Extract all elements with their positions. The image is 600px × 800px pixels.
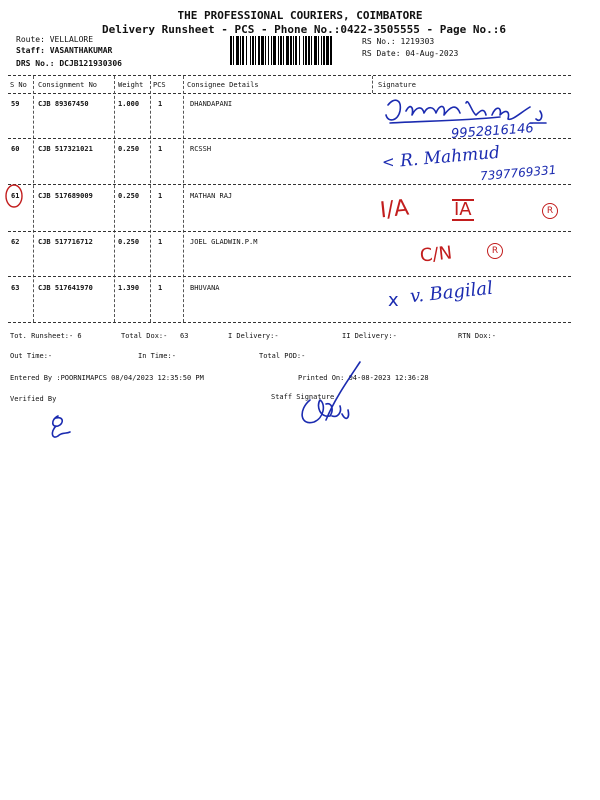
row-consignment: CJB 517641970 xyxy=(38,284,93,292)
rs-number: RS No.: 1219303 xyxy=(362,37,435,46)
rtn-dox: RTN Dox:- xyxy=(458,332,496,340)
column-divider xyxy=(150,76,151,322)
row-consignment: CJB 517689009 xyxy=(38,192,93,200)
row-consignment: CJB 517321021 xyxy=(38,145,93,153)
row-weight: 1.390 xyxy=(118,284,140,292)
row-sno: 63 xyxy=(11,284,20,292)
row-sno: 59 xyxy=(11,100,20,108)
rs-date: RS Date: 04-Aug-2023 xyxy=(362,49,459,58)
row-pcs: 1 xyxy=(158,284,163,292)
table-top-rule xyxy=(8,75,571,76)
col-signature: Signature xyxy=(378,81,416,89)
signature-phone-59: 9952816146 xyxy=(450,121,535,142)
printed-on: Printed On: 04-08-2023 12:36:28 xyxy=(298,374,429,382)
row-pcs: 1 xyxy=(158,100,163,108)
column-divider xyxy=(183,76,184,322)
row-sno: 60 xyxy=(11,145,20,153)
signature-ia-61: I/A xyxy=(378,195,411,224)
barcode xyxy=(230,36,333,65)
out-time: Out Time:- xyxy=(10,352,53,360)
row-consignee: RCSSH xyxy=(190,145,212,153)
row-rule xyxy=(8,276,571,277)
sig-column-divider xyxy=(372,76,373,93)
signature-mark-63: x xyxy=(388,290,399,311)
col-pcs: PCS xyxy=(153,81,166,89)
row-rule xyxy=(8,138,571,139)
total-dox: Total Dox:- 63 xyxy=(121,332,189,340)
staff-signature xyxy=(290,360,380,430)
row-pcs: 1 xyxy=(158,192,163,200)
table-bottom-rule xyxy=(8,322,571,323)
row-rule xyxy=(8,184,571,185)
signature-circled-r-61: R xyxy=(542,203,558,219)
verifier-signature xyxy=(44,412,74,442)
total-pod: Total POD:- xyxy=(259,352,306,360)
col-sno: S No xyxy=(10,81,27,89)
row-sno: 61 xyxy=(11,192,20,200)
in-time: In Time:- xyxy=(138,352,176,360)
barcode-bar xyxy=(332,36,333,65)
col-consignment: Consignment No xyxy=(38,81,98,89)
col-consignee: Consignee Details xyxy=(187,81,259,89)
row-weight: 0.250 xyxy=(118,192,140,200)
column-divider xyxy=(114,76,115,322)
row-consignee: BHUVANA xyxy=(190,284,220,292)
row-consignee: JOEL GLADWIN.P.M xyxy=(190,238,258,246)
drs-number: DRS No.: DCJB121930306 xyxy=(16,59,122,68)
signature-cn-62: C/N xyxy=(418,242,454,267)
signature-name-63: v. Bagilal xyxy=(409,277,494,308)
row-weight: 1.000 xyxy=(118,100,140,108)
row-rule xyxy=(8,231,571,232)
row-pcs: 1 xyxy=(158,238,163,246)
ii-delivery: II Delivery:- xyxy=(342,332,397,340)
staff-signature-label: Staff Signature xyxy=(271,393,335,401)
signature-phone-60: 7397769331 xyxy=(479,162,557,184)
entered-by: Entered By :POORNIMAPCS 08/04/2023 12:35:50 PM xyxy=(10,374,204,382)
total-runsheet: Tot. Runsheet:- 6 xyxy=(10,332,82,340)
signature-mark-60: < xyxy=(382,153,395,171)
runsheet-subtitle: Delivery Runsheet - PCS - Phone No.:0422-3505555 - Page No.:6 xyxy=(102,23,506,36)
i-delivery: I Delivery:- xyxy=(228,332,279,340)
row-weight: 0.250 xyxy=(118,145,140,153)
signature-name-60: R. Mahmud xyxy=(399,142,501,172)
route-label: Route: VELLALORE xyxy=(16,35,94,44)
signature-ia-boxed-61: IA xyxy=(454,199,472,220)
row-consignee: MATHAN RAJ xyxy=(190,192,233,200)
row-sno: 62 xyxy=(11,238,20,246)
column-divider xyxy=(33,76,34,322)
col-weight: Weight xyxy=(118,81,144,89)
row-pcs: 1 xyxy=(158,145,163,153)
row-consignment: CJB 517716712 xyxy=(38,238,93,246)
row-weight: 0.250 xyxy=(118,238,140,246)
staff-label: Staff: VASANTHAKUMAR xyxy=(16,46,113,55)
row-consignee: DHANDAPANI xyxy=(190,100,233,108)
row-consignment: CJB 89367450 xyxy=(38,100,89,108)
company-title: THE PROFESSIONAL COURIERS, COIMBATORE xyxy=(177,9,423,22)
signature-circled-r-62: R xyxy=(487,243,503,259)
verified-by: Verified By xyxy=(10,395,57,403)
